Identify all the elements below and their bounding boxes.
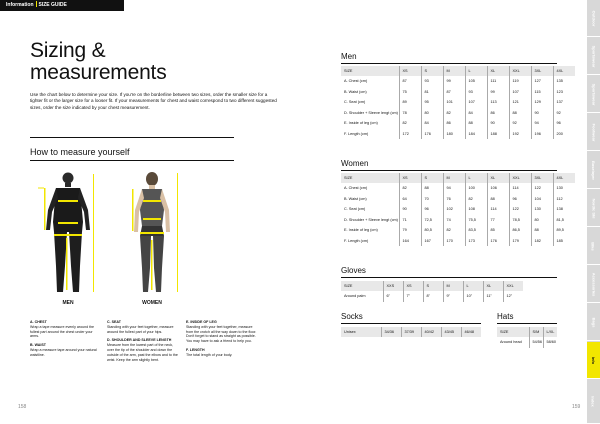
title-line-2: measurements xyxy=(30,61,167,84)
hats-title: Hats xyxy=(497,312,514,321)
table-header-row: Unisex 34/36 37/39 40/42 43/45 46/48 xyxy=(341,327,481,337)
men-label: MEN xyxy=(62,300,74,306)
women-label: WOMEN xyxy=(142,300,162,306)
left-page-number: 158 xyxy=(18,404,27,410)
section-tabs xyxy=(587,0,600,424)
notes-column-1 xyxy=(30,320,102,362)
note-chest: A. CHEST Wrap a tape measure evenly around the fullest part around the chest under your arms. xyxy=(30,320,95,339)
note-inside-leg: E. INSIDE OF LEG Standing with your feet together, measure from the crotch all the way down to the floor. Don't forget to stand as straight as possible. You may have to ask a friend to help you. xyxy=(186,320,257,344)
table-row: C. Seat (cm) 90 96 102 108 114 122 130 138 xyxy=(341,204,575,215)
tab-info[interactable]: Info xyxy=(587,342,600,379)
men-size-table xyxy=(341,66,575,139)
note-shoulder: D. SHOULDER AND SLEEVE LENGTH Measure from the lowest part of the neck, over the tip of the shoulder and down the outside of the arm, past the elbow and to the wrist. Keep the arm slightly bent. xyxy=(107,338,178,362)
table-row: F. Length (cm) 172 176 180 184 188 192 196 200 xyxy=(341,129,575,140)
title-line-1: Sizing & xyxy=(30,39,106,62)
tab-sportswear-2[interactable]: Sportswear xyxy=(587,76,600,113)
page-title xyxy=(30,40,230,84)
table-header-row: SIZE XXS XS S M L XL XXL xyxy=(341,281,523,291)
tab-bike[interactable]: Bike xyxy=(587,228,600,265)
tab-outdoor[interactable]: Outdoor xyxy=(587,0,600,37)
divider xyxy=(30,137,234,138)
table-row: B. Waist (cm) 75 81 87 93 99 107 115 123 xyxy=(341,87,575,98)
subsection-label: SIZE GUIDE xyxy=(38,2,67,8)
divider xyxy=(341,63,557,64)
tab-nordic-ski[interactable]: Nordic Ski xyxy=(587,190,600,227)
men-silhouette xyxy=(36,170,100,298)
socks-size-table xyxy=(341,327,481,337)
tab-footwear[interactable]: Footwear xyxy=(587,114,600,151)
table-row: Around head 54/56 58/60 xyxy=(497,337,557,348)
divider xyxy=(497,323,557,324)
tab-accessories[interactable]: Accessories xyxy=(587,266,600,303)
tab-sportswear[interactable]: Sportswear xyxy=(587,38,600,75)
gloves-size-table xyxy=(341,281,523,302)
women-size-table xyxy=(341,173,575,246)
table-row: C. Seat (cm) 89 95 101 107 113 121 129 137 xyxy=(341,97,575,108)
section-label: Information xyxy=(6,2,34,8)
divider xyxy=(30,160,234,161)
hats-size-table xyxy=(497,327,557,348)
notes-column-3 xyxy=(186,320,258,362)
gloves-title: Gloves xyxy=(341,266,366,275)
table-header-row: SIZE XS S M L XL XXL 3XL 4XL xyxy=(341,66,575,76)
separator xyxy=(36,1,37,7)
table-row: B. Waist (cm) 64 70 76 82 88 96 104 112 xyxy=(341,194,575,205)
howto-heading: How to measure yourself xyxy=(30,147,130,157)
women-figure xyxy=(120,170,184,298)
divider xyxy=(341,170,557,171)
table-row: A. Chest (cm) 82 88 94 100 106 114 122 130 xyxy=(341,183,575,194)
divider xyxy=(341,323,481,324)
tab-index[interactable]: Index xyxy=(587,380,600,424)
table-header-row: SIZE XS S M L XL XXL 3XL 4XL xyxy=(341,173,575,183)
women-silhouette xyxy=(120,170,184,298)
men-figure xyxy=(36,170,100,298)
table-row: F. Length (cm) 164 167 170 173 176 179 182 185 xyxy=(341,236,575,247)
divider xyxy=(341,277,557,278)
notes-column-2 xyxy=(107,320,179,366)
intro-text: Use the chart below to determine your size. If you're on the borderline between two sizes, order the smaller size for a tighter fit or the larger size for a looser fit. If your measurements for chest and waist correspond to two different suggested sizes, order the size indicated by your chest measurement. xyxy=(30,92,277,110)
note-seat: C. SEAT Standing with your feet together, measure around the fullest part of your hips. xyxy=(107,320,174,334)
right-page-number: 159 xyxy=(572,404,581,410)
socks-title: Socks xyxy=(341,312,363,321)
table-row: Around palm 6" 7" 8" 9" 10" 11" 12" xyxy=(341,291,523,302)
table-row: D. Shoulder + Sleeve lengt (cm) 78 80 82 84 86 88 90 92 xyxy=(341,108,575,119)
table-row: E. Inside of leg (cm) 82 84 86 88 90 92 94 96 xyxy=(341,118,575,129)
top-bar xyxy=(0,0,124,11)
note-waist: B. WAIST Wrap a measure tape around your natural waistline. xyxy=(30,343,97,357)
table-row: A. Chest (cm) 87 93 99 105 111 119 127 135 xyxy=(341,76,575,87)
note-length: F. LENGTH The total length of your body. xyxy=(186,347,233,357)
men-title: Men xyxy=(341,52,357,61)
women-title: Women xyxy=(341,159,369,168)
tab-baselayer[interactable]: Baselayer xyxy=(587,152,600,189)
table-row: E. Inside of leg (cm) 79 80,5 82 83,5 85 86,5 88 89,5 xyxy=(341,225,575,236)
tab-bags[interactable]: Bags xyxy=(587,304,600,341)
table-row: D. Shoulder + Sleeve lengt (cm) 71 72,5 74 75,5 77 78,5 80 81,5 xyxy=(341,215,575,226)
table-header-row: SIZE S/M L/XL xyxy=(497,327,557,337)
